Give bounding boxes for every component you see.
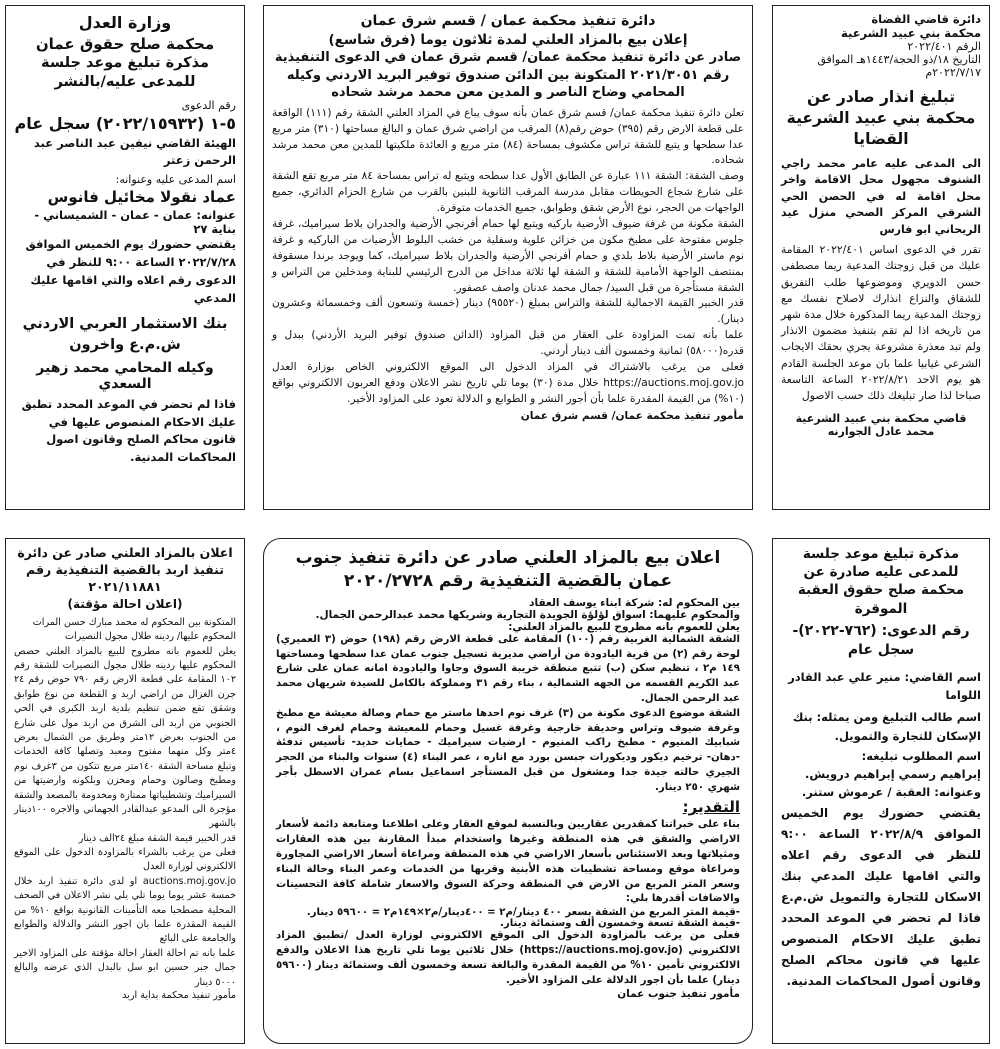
appearance-text: يقتضي حضورك يوم الخميس الموافق ٢٠٢٢/٧/٢٨ الساعة ٩:٠٠ للنظر في الدعوى رقم اعلاه والتي اقامها عليك المدعي [25, 237, 236, 305]
reference-number: الرقم ٢٠٢٢/٤٠١ [907, 40, 981, 53]
notice-amman-peace-court [5, 5, 245, 510]
price-line: -قيمة المتر المربع من الشقة بسعر ٤٠٠ دينار/م٢ = ٤٠٠دينار/م٢×١٤٩م٢ = ٥٩٦٠٠ دينار. [306, 907, 740, 919]
issuer-line: دائرة قاضي القضاة [871, 12, 981, 26]
notice-paragraph: علما بأنه تمت المزاودة على العقار من قبل المزاود (الدائن صندوق توفير البريد الأردني) ببدل و قدره(٥٨٠٠٠) ثمانية وخمسون ألف دينار أردني. [272, 329, 744, 358]
notice-paragraph: فعلى من يرغب بالمزاودة الدخول الى الموقع الالكتروني لوزارة العدل /تطبيق المزاد الالكتروني (https://auctions.moj.gov.jo) خلال ثلاثين يوما تلي تاريخ هذا الاعلان والدفع الالكتروني تأمين ١٠% من القيمة المقدرة والبالغة تسعة وخمسون ألف وستمائة دينار (٥٩٦٠٠ دينار) علما بأن اجور الدلالة على المزاود الأخير. [276, 930, 740, 986]
notice-paragraph: المتكونة بين المحكوم له محمد مبارك حسن المرات [32, 616, 236, 628]
signer-name: محمد عادل الجوارنه [827, 425, 935, 439]
decision-paragraph: تقرر في الدعوى اساس ٢٠٢٢/٤٠١ المقامة عليك من قبل زوجتك المدعية ريما مصطفى حسن الدويري وموضوعها طلب التفريق للشقاق والنزاع انذارك لاصلاح نفسك مع زوجتك المدعية ريما المذكورة خلال مدة شهر من تاريخه اذا لم تقم بتنفيذ مضمون الانذار ولم تبد معذرة مشروعة يجري بحقك الايجاب الشرعي غيابيا علما بان موعد الجلسة القادم هو يوم الاحد ٢٠٢٢/٨/٢١ الساعة التاسعة صباحا لذا صار تبليغك ذلك حسب الاصول [781, 243, 981, 402]
notice-paragraph: يعلن للعموم بانه مطروح للبيع بالمزاد العلني حصص المحكوم عليها ردينه طلال مجول النصيرات للشقة رقم ١٠٢ المقامة على قطعة الارض رقم ٧٩٠ حوض رقم ٢٤ جرن الغزال من اراضي اربد و القطعة من نوع طوابق وشقق تقع ضمن تنظيم بلدية اربد الكبرى في الحي الجنوبي من اربد الى الشرق من اربد مول على شارع من الجنوب بعرض ١٢متر وطريق من الشمال بعرض ٤متر وكل منهما مفتوح ومعبد وتصلها كافة الخدمات وتبلغ مساحة الشقة ١٤٠متر مربع تتكون من ٣غرف نوم ومطبخ وصالون وحمام ومخزن وبلكونه وارضيتها من السيراميك وتشطيباتها ممتازة ومخدومة بالمصعد والشقة مؤجرة الى المدعو عبدالقادر الجهماني والاجره ١٠٠دينار بالشهر [14, 645, 237, 830]
judge-name: اسم القاضي: منير علي عبد القادر اللواما [788, 669, 981, 703]
plaintiff-lawyer: وكيله المحامي محمد زهير السعدي [36, 359, 214, 392]
notice-subtitle: (اعلان احالة مؤقتة) [67, 596, 183, 611]
case-number: ٥-١ (٢٠٢٢/١٥٩٣٢) سجل عام [14, 113, 236, 133]
announcement: يعلن للعموم بانه مطروح للبيع بالمزاد العلني: [508, 620, 740, 633]
defendant-address: عنوانه: عمان - عمان - الشميساني - بناية ٢٧ [34, 208, 236, 237]
notice-aqaba-peace-court [772, 538, 990, 1044]
court-line: محكمة بني عبيد الشرعية [841, 26, 981, 40]
notice-paragraph: المحكوم عليها/ ردينه طلال مجول النصيرات [64, 631, 236, 643]
appearance-text: يقتضي حضورك يوم الخميس الموافق ٢٠٢٢/٨/٩ الساعة ٩:٠٠ للنظر في الدعوى رقم اعلاه والتي اقامها عليك المدعي بنك الاسكان للتجارة والتمويل ش.م.ع فاذا لم تحضر في الموعد المحدد تطبق عليك الاحكام المنصوص عليها في قانون محاكم الصلح وقانون أصول المحاكمات المدنية. [781, 806, 982, 989]
notice-type: مذكرة تبليغ موعد جلسة للمدعى عليه/بالنشر [41, 54, 209, 91]
notice-paragraph: الشقة موضوع الدعوى مكونة من (٣) غرف نوم احدها ماستر مع حمام وصالة معيشة مع مطبخ وغرفة ضيوف وتراس وحديقة خارجية وغرفة غسيل وحمام للمعيشة وحمام لغرف النوم ، شبابيك المنيوم - مطبخ راكب المنيوم - ارضيات سيراميك - حمايات حديد- تأسيس تدفئة -دهان- ترخيم ديكور وديكورات جبسن بورد مع اناره ، عمر البناء (٤) سنوات والبناء من الحجر الجيري حالته جيدة جدا ومشغول من قبل المستأجر اسماعيل بسام عمران الاسطل بأجر شهري ٢٥٠ دينار. [276, 707, 740, 793]
notice-bani-obaid [772, 5, 990, 510]
notice-irbid-auction [5, 538, 245, 1044]
notice-paragraph: الشقة مكونة من غرفة ضيوف الأرضية باركيه ويتبع لها حمام أفرنجي الأرضية والجدران بلاط سيراميك، غرفة جلوس مفتوحة على مطبخ مكون من خزائن علوية وسفلية من خشب البلوط الأرضيات من الباركيه و غرفة نوم ماستر الأرضية بلاط بلدي و حمام أفرنجي الأرضية والجدران بلاط سيراميك، كما ويوجد برندا مسقوفة بمنتصف الواجهة الأمامية للشقة و الشقة لها ثلاثة مداخل من الدرج الرئيسي للبناية ومدخلين من التراس و الشقة مستأجرة من قبل السيد/ جمال محمد عدنان واصف عصفور. [272, 217, 744, 294]
notice-paragraph: تعلن دائرة تنفيذ محكمة عمان/ قسم شرق عمان بأنه سوف يباع في المزاد العلني الشقة رقم (١١١) الواقعة على قطعة الارض رقم (٣٩٥) حوض رقم(٨) المرقب من اراضي شرق عمان و البالغ مساحتها (٣١٠) متر مربع عدا سطحها و يتبع للشقة تراس مكشوف بمساحة (٨٤) متر مربع و العائدة ملكيتها للمدين معن محمد مرشد شحاده. [272, 106, 745, 167]
notice-paragraph: بناء على خبراتنا كمقدرين عقاريين وبالنسبة لموقع العقار وعلى اطلاعنا ومتابعة دائمة لأسعار الاراضي والشقق في هذه المنطقة وغيرها واستخدام مبدأ المقارنة بين هذه العقارات ومثيلاتها وبعد الاستئناس بأسعار الاراضي في هذه المنطقة ومراعاة أسعار الاراضي المجاورة ومراعاة موقع ومساحة تشطيبات هذه الأبنية وقربها من الخدمات وعمر البناء وحالة البناء وسعر المتر المربع من الارض في المنطقة وحركة السوق والاسعار شاملة كافة التحسينات والاضافات أقدرها بلي: [276, 819, 740, 905]
notice-heading-1: دائرة تنفيذ محكمة عمان / قسم شرق عمان [360, 13, 656, 29]
case-number: رقم الدعوى: (٧٦٢-٢٠٢٢)-سجل عام [792, 622, 970, 658]
defendant-name: عماد نقولا مخائيل فانوس [47, 188, 236, 207]
judged-for: بين المحكوم له: شركة ابناء يوسف العقاد [529, 596, 740, 609]
case-label: رقم الدعوى [181, 98, 236, 112]
notice-paragraph: فعلى من يرغب بالشراء بالمزاودة الدخول على الموقع الالكتروني لوزارة العدل [14, 847, 236, 873]
notice-paragraph: قدر الخبير قيمة الشقة مبلغ ٢٤الف دينار [78, 832, 236, 844]
notice-south-amman-auction [263, 538, 753, 1044]
signer-title: قاضي محكمة بني عبيد الشرعية [795, 412, 967, 426]
notice-title: مذكرة تبليغ موعد جلسة للمدعى عليه صادرة عن محكمة صلح حقوق العقبة الموقرة [797, 546, 965, 617]
notice-date: التاريخ ١٨/ذو الحجة/١٤٤٣هـ الموافق ٢٠٢٢/٧/١٧م [817, 53, 981, 79]
notice-footer: مأمور تنفيذ محكمة عمان/ قسم شرق عمان [520, 409, 744, 422]
notice-title: اعلان بالمزاد العلني صادر عن دائرة تنفيذ اربد بالقضية التنفيذية رقم ٢٠٢١/١١٨٨١ [17, 545, 233, 594]
notice-east-amman-auction [263, 5, 753, 510]
notice-paragraph: auctions.moj.gov.jo او لدى دائرة تنفيذ اربد خلال خمسة عشر يوما يوما تلي يلي نشر الاعلان في الصحف المحلية مصطحبا معه التأمينات القانونية بواقع ١٠% من القيمة المقدرة علما بان اجور النشر والدلالة والطوابع والجامعة على البائع [14, 875, 236, 945]
price-line: -قيمة الشقة تسعة وخمسون ألف وستمائة دينار. [499, 918, 740, 930]
warning-text: فاذا لم تحضر في الموعد المحدد تطبق عليك الاحكام المنصوص عليها في قانون محاكم الصلح وقانون اصول المحاكمات المدنية. [21, 396, 236, 465]
notice-footer: مأمور تنفيذ جنوب عمان [617, 988, 740, 1001]
court-line: محكمة صلح حقوق عمان [35, 34, 215, 53]
requester: اسم طالب التبليغ ومن يمثله: بنك الإسكان للتجارة والتمويل. [792, 710, 981, 743]
notified-name: إبراهيم رسمي إبراهيم درويش. [805, 767, 981, 782]
judge-panel: الهيئة القاضي نيفين عبد الناصر عبد الرحمن زعتر [33, 135, 236, 168]
judged-against: والمحكوم عليهما: اسواق لؤلؤة الجويدة التجارية وشريكها محمد عبدالرحمن الجمال. [315, 608, 740, 621]
notice-paragraph: وصف الشقة: الشقة ١١١ عبارة عن الطابق الأول عدا سطحه ويتبع له تراس بمساحة ٨٤ متر مربع تقع الشقة على شارع شجاع الحويطات مقابل مدرسة المرقب الثانوية للبنين بالقرب من شارع الحزام الدائري، جميع الواجهات من الحجر، نوع الأرض شقق وطوابق، جميع الخدمات متوفرة. [272, 170, 744, 215]
notice-heading-3: صادر عن دائرة تنفيذ محكمة عمان/ قسم شرق عمان في الدعوى التنفيذية رقم ٢٠٢١/٣٠٥١ المتكونة بين الدائن صندوق توفير البريد الاردني وكيله المحامي وضاح الناصر و المدين معن محمد مرشد شحاده [274, 50, 742, 101]
notice-paragraph: علما بانه تم احالة العقار احالة مؤقتة على المزاود الاخير جمال جبر حسين ابو سل بالبدل الذي عرضه والبالغ ٥٠٠٠ دينار [14, 947, 236, 988]
notice-footer: مأمور تنفيذ محكمة بداية اربد [122, 989, 236, 1001]
notified-address: وعنوانه: العقبة / عرموش ستنر. [801, 785, 981, 800]
notice-title: تبليغ انذار صادر عن محكمة بني عبيد الشرعية القضايا [786, 88, 976, 148]
notice-paragraph: قدر الخبير القيمة الاجمالية للشقة والتراس بمبلغ (٩٥٥٢٠) دينار (خمسة وتسعون ألف وخمسمائة وعشرون دينار). [272, 297, 744, 326]
notice-paragraph: الشقة الشمالية الغربية رقم (١٠٠) المقامة على قطعة الارض رقم (١٩٨) حوض (٣ العميري) لوحة رقم (٢) من قرية اليادودة من أراضي مديرية تسجيل جنوب عمان عدا سطحها ومساحتها ١٤٩ م٢ ، تنظيم سكن (ب) تتبع منطقة خريبة السوق وجاوا واليادودة امانه عمان على شارع عبد الكريم القسمه من الجهه الشمالية ، بناء رقم ٣١ ومملوكة بالكامل للسيدة شريهان محمد عبد الرحمن الجمال. [276, 633, 741, 704]
notice-title: اعلان بيع بالمزاد العلني صادر عن دائرة تنفيذ جنوب عمان بالقضية التنفيذية رقم ٢٠٢٠/٢٧٢٨ [295, 548, 721, 591]
notified-label: اسم المطلوب تبليغه: [861, 749, 981, 764]
defendant-label: اسم المدعى عليه وعنوانه: [115, 173, 236, 187]
addressee-paragraph: الى المدعى عليه عامر محمد راجي الشنوف مجهول محل الاقامة واخر محل اقامة له في الحصن الحي الشرقي المركز الصحي منزل عيد الريحاني ابو فارس [781, 156, 981, 236]
plaintiff-name: بنك الاستثمار العربي الاردني ش.م.ع واخرون [22, 315, 228, 353]
ministry-line: وزارة العدل [78, 13, 172, 32]
notice-paragraph: فعلى من يرغب بالاشتراك في المزاد الدخول الى الموقع الالكتروني الخاص بوزارة العدل https://auctions.moj.gov.jo خلال مدة (٣٠) يوما تلي تاريخ نشر الاعلان ودفع العربون الالكتروني بواقع (١٠%) من القيمة المقدرة علما بأن أجور النشر و الطوابع و الدلالة تعود على المزاود الأخير. [272, 361, 744, 405]
section-heading: التقدير: [682, 798, 740, 817]
notice-heading-2: إعلان بيع بالمزاد العلني لمدة ثلاثون يوما (فرق شاسع) [328, 31, 688, 48]
